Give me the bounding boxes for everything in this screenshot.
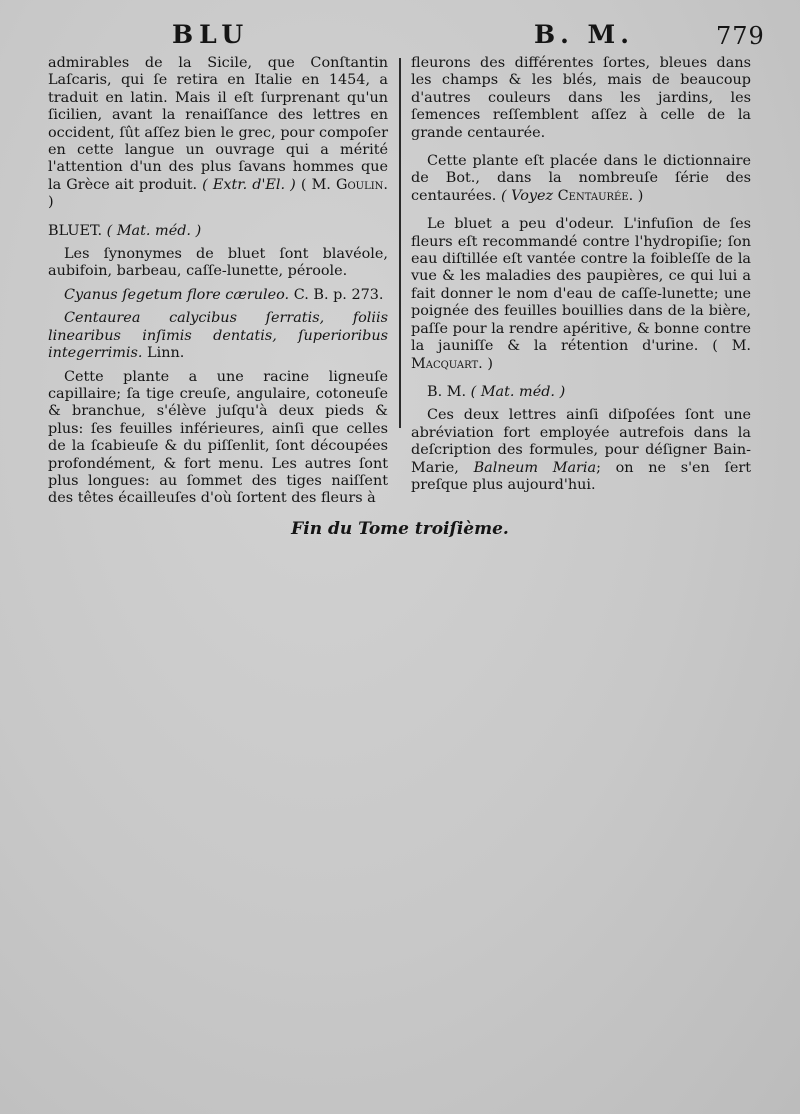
- bluet-subheading: ( Mat. méd. ): [106, 222, 202, 239]
- right-column: [411, 55, 751, 494]
- author-signature: ( M. Macquart. ): [411, 338, 751, 372]
- end-of-volume-note: Fin du Tome troiſième.: [291, 519, 509, 539]
- header-right-word: B. M.: [534, 20, 634, 49]
- author-signature: ( M. Goulin. ): [48, 176, 389, 211]
- centaurea-reference: Linn.: [147, 345, 185, 362]
- running-header: [0, 18, 800, 54]
- left-column: [48, 55, 388, 508]
- bm-latin-term: Balneum Maria: [473, 459, 597, 476]
- voyez-reference: ( Voyez: [500, 187, 554, 204]
- bm-heading: B. M. ( Mat. méd. ): [427, 383, 566, 400]
- bm-subheading: ( Mat. méd. ): [470, 383, 566, 400]
- voyez-target: Centaurée. ): [557, 187, 644, 204]
- fleurons-paragraph: fleurons des différentes ſortes, bleues dans les champs & les blés, mais de beaucoup d'autres couleurs dans les jardins, les ſemences reſſemblent aſſez à celle de la grande centaurée.: [411, 55, 751, 141]
- centaurea-paragraph: Centaurea calycibus ſerratis, foliis linearibus inſimis dentatis, ſuperioribus integerrimis. Linn.: [48, 310, 388, 362]
- synonyms-paragraph: Les ſynonymes de bluet ſont blavéole, aubifoin, barbeau, caſſe-lunette, péroole.: [48, 246, 388, 280]
- source-reference: ( Extr. d'El. ): [202, 176, 296, 193]
- cyanus-reference: C. B. p. 273.: [293, 286, 384, 303]
- properties-paragraph: Le bluet a peu d'odeur. L'infuſion de ſes fleurs eſt recommandé contre l'hydropiſie; ſon eau diſtillée eſt vantée contre la foibleſſe de la vue & les maladies des paupières, ce qui lui a fait donner le nom d'eau de caſſe-lunette; une poignée des feuilles bouillies dans de la bière, paſſe pour la rendre apéritive, & bonne contre la jauniſſe & la rétention d'urine. ( M. Macquart. ): [411, 216, 751, 372]
- header-left-word: BLU: [172, 20, 250, 49]
- sicile-paragraph: admirables de la Sicile, que Conſtantin Laſcaris, qui ſe retira en Italie en 1454, a traduit en latin. Mais il eſt ſurprenant qu'un ſicilien, avant la renaiſſance des lettres en occident, ſût aſſez bien le grec, pour compoſer en cette langue un ouvrage qui a mérité l'attention d'un des plus ſavans hommes que la Grèce ait produit. ( Extr. d'El. ) ( M. Goulin. ): [48, 55, 389, 211]
- cyanus-paragraph: Cyanus ſegetum flore cæruleo. C. B. p. 273.: [64, 286, 384, 303]
- classification-paragraph: Cette plante eſt placée dans le dictionnaire de Bot., dans la nombreuſe ſérie des centaurées. ( Voyez Centaurée. ): [411, 153, 751, 204]
- column-divider: [399, 58, 401, 428]
- bm-paragraph: Ces deux lettres ainſi diſpoſées ſont une abréviation fort employée autrefois dans la deſcription des formules, pour déſigner Bain-Marie, Balneum Maria; on ne s'en ſert preſque plus aujourd'hui.: [411, 407, 752, 493]
- description-paragraph: Cette plante a une racine ligneuſe capillaire; ſa tige creuſe, angulaire, cotoneuſe & branchue, s'élève juſqu'à deux pieds & plus: ſes feuilles inférieures, ainſi que celles de la ſcabieuſe & du piſſenlit, ſont découpées profondément, & fort menu. Les autres ſont plus longues: au ſommet des tiges naiſſent des têtes écailleuſes d'où ſortent des fleurs à: [48, 368, 388, 507]
- bluet-heading: BLUET. ( Mat. méd. ): [48, 222, 202, 239]
- page-number: 779: [716, 22, 765, 50]
